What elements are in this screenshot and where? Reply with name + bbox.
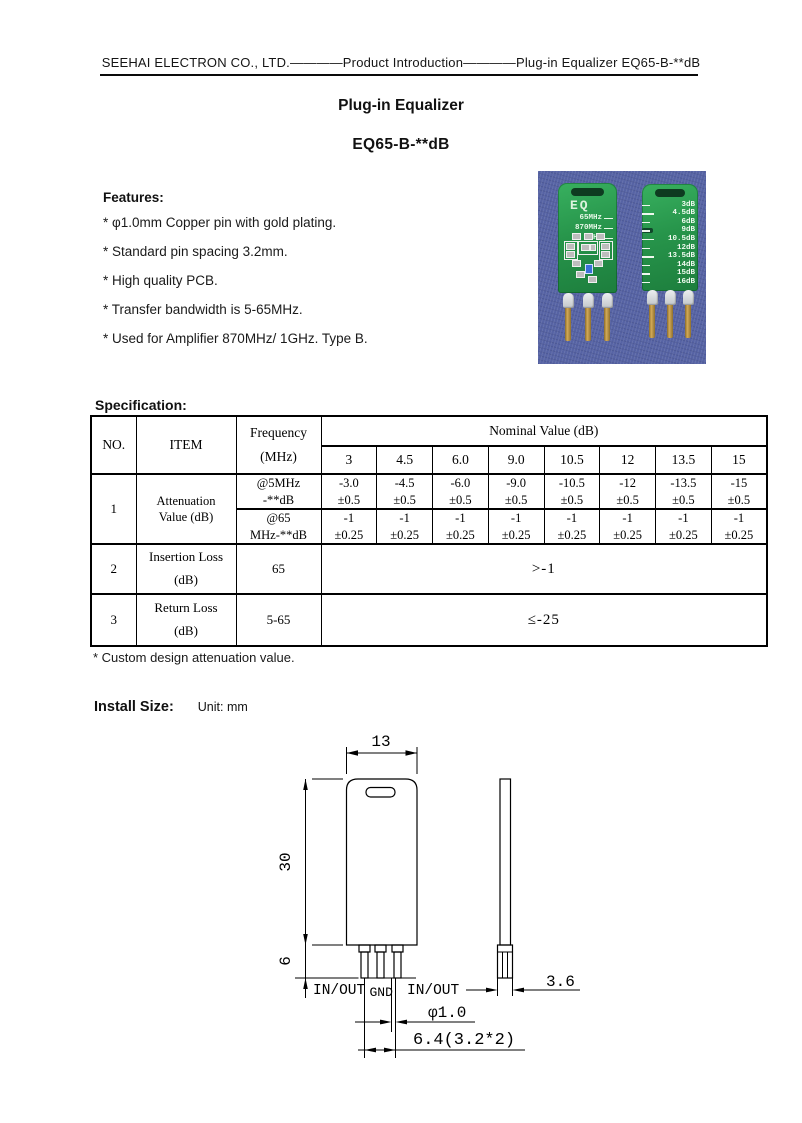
dim-pin-spacing-text: 6.4(3.2*2) xyxy=(413,1031,516,1050)
scale-label: 15dB xyxy=(676,269,695,278)
scale-label: 13.5dB xyxy=(667,252,695,261)
smd-pad xyxy=(601,251,610,258)
freq-line: -**dB xyxy=(262,492,295,507)
value-cell xyxy=(433,509,489,544)
tolerance: ±0.25 xyxy=(613,527,642,542)
pcb-freq-line xyxy=(558,223,617,233)
scale-tick xyxy=(642,256,654,258)
nominal-value: -1 xyxy=(566,511,578,526)
dim-thickness xyxy=(466,973,580,992)
smd-pad xyxy=(590,244,596,251)
module-body-outline xyxy=(347,779,418,945)
nominal-subheader: 6.0 xyxy=(433,446,489,474)
nominal-subheader: 4.5 xyxy=(377,446,433,474)
row-item xyxy=(136,544,236,594)
scale-tick xyxy=(642,230,650,232)
dim-pin-diameter xyxy=(355,1004,475,1024)
feature-item: * φ1.0mm Copper pin with gold plating. xyxy=(103,215,337,230)
value-cell xyxy=(377,509,433,544)
tolerance: ±0.25 xyxy=(501,527,531,542)
tolerance: ±0.5 xyxy=(504,492,528,507)
page-subtitle: EQ65-B-**dB xyxy=(352,136,450,153)
freq-header-line1: Frequency xyxy=(250,425,307,441)
module-slot xyxy=(366,788,395,798)
feature-item: * Standard pin spacing 3.2mm. xyxy=(103,244,288,259)
features-section xyxy=(103,190,523,360)
dim-pin-length xyxy=(277,945,308,998)
pin-labels xyxy=(313,983,460,1000)
nominal-value: -1 xyxy=(678,511,689,526)
scale-tick xyxy=(642,239,654,241)
pin-shaft xyxy=(685,305,691,338)
extension-lines xyxy=(498,978,513,996)
value-cell xyxy=(600,474,656,509)
specification-table xyxy=(90,415,768,647)
side-view xyxy=(498,779,513,996)
arrow-left-icon xyxy=(365,1048,377,1053)
install-unit-label: Unit: mm xyxy=(197,700,248,714)
value-cell xyxy=(656,474,712,509)
pin-shaft xyxy=(361,952,368,978)
page-title: Plug-in Equalizer xyxy=(338,97,464,114)
gold-pin xyxy=(601,293,613,341)
item-line: (dB) xyxy=(174,572,198,587)
product-photo xyxy=(538,171,706,364)
pcb-front-board xyxy=(558,183,617,293)
nominal-subheader: 3 xyxy=(321,446,377,474)
tolerance: ±0.25 xyxy=(390,527,419,542)
specification-note: * Custom design attenuation value. xyxy=(93,650,295,665)
scale-tick xyxy=(642,248,650,250)
scale-tick xyxy=(642,273,650,275)
row-item xyxy=(136,594,236,646)
scale-tick xyxy=(642,205,650,207)
pcb-circuit-area xyxy=(564,233,611,287)
arrow-right-icon xyxy=(486,988,498,993)
feature-item: * Used for Amplifier 870MHz/ 1GHz. Type B. xyxy=(103,331,368,346)
scale-tick xyxy=(642,222,650,224)
attenuation-scale xyxy=(642,201,698,287)
scale-row xyxy=(642,278,698,287)
arrow-right-icon xyxy=(384,1048,396,1053)
blue-component xyxy=(585,264,593,274)
nominal-subheader: 13.5 xyxy=(656,446,712,474)
value-cell xyxy=(544,509,600,544)
tolerance: ±0.5 xyxy=(337,492,361,507)
header-doc-type: Product Introduction xyxy=(342,55,464,70)
arrow-up-icon xyxy=(303,978,308,989)
nominal-value: -15 xyxy=(730,476,748,491)
pin-collar xyxy=(375,945,386,952)
gold-pin xyxy=(682,290,694,338)
row-no: 1 xyxy=(91,474,136,544)
smd-pad xyxy=(581,244,590,251)
tolerance: ±0.5 xyxy=(449,492,472,507)
arrow-up-icon xyxy=(303,779,308,790)
pcb-freq-label: 65MHz xyxy=(579,214,602,222)
dim-width xyxy=(347,733,418,774)
item-line: Insertion Loss xyxy=(148,549,224,565)
tolerance: ±0.5 xyxy=(727,492,751,507)
pin-shaft xyxy=(649,305,655,338)
freq-line: @65 xyxy=(266,511,291,526)
value-cell xyxy=(433,474,489,509)
freq-line: @5MHz xyxy=(256,476,301,491)
pin-collar xyxy=(392,945,403,952)
pcb-mounting-slot xyxy=(655,189,686,197)
pcb-freq-line xyxy=(558,213,617,223)
nominal-value: -1 xyxy=(733,511,745,526)
value-cell xyxy=(711,474,767,509)
nominal-value: -1 xyxy=(455,511,466,526)
row-no: 2 xyxy=(91,544,136,594)
side-body-outline xyxy=(500,779,511,945)
tolerance: ±0.25 xyxy=(334,527,364,542)
dim-height-text: 30 xyxy=(277,852,295,872)
value-cell xyxy=(488,474,544,509)
silkscreen-line xyxy=(604,228,613,229)
nominal-subheader: 9.0 xyxy=(488,446,544,474)
value-cell: >-1 xyxy=(321,544,767,594)
freq-line: MHz-**dB xyxy=(250,527,307,542)
value-cell xyxy=(656,509,712,544)
gold-pin xyxy=(646,290,658,338)
scale-row xyxy=(642,235,698,244)
scale-label: 14dB xyxy=(676,260,695,269)
value-cell xyxy=(321,509,377,544)
scale-label: 4.5dB xyxy=(672,209,695,218)
smd-pad xyxy=(572,233,581,240)
install-size-label: Install Size: xyxy=(94,699,174,715)
smd-pad xyxy=(594,260,603,267)
nominal-value: -1 xyxy=(510,511,522,526)
item-line: Value (dB) xyxy=(158,510,214,524)
col-header-nominal: Nominal Value (dB) xyxy=(321,416,767,446)
specification-heading: Specification: xyxy=(95,397,187,413)
page-header xyxy=(0,55,802,70)
smd-pad xyxy=(584,233,593,240)
tolerance: ±0.25 xyxy=(724,527,754,542)
dim-pin-diameter-text: φ1.0 xyxy=(428,1004,467,1022)
smd-pad xyxy=(601,243,610,250)
feature-item: * High quality PCB. xyxy=(103,273,218,288)
scale-row xyxy=(642,253,698,262)
nominal-value: -4.5 xyxy=(394,476,415,491)
item-line: Return Loss xyxy=(154,600,218,616)
freq-cell: 65 xyxy=(236,544,321,594)
item-line: Attenuation xyxy=(156,493,216,508)
solder-joint xyxy=(602,293,613,308)
install-size-heading xyxy=(94,699,248,715)
row-no: 3 xyxy=(91,594,136,646)
scale-label: 9dB xyxy=(681,226,695,235)
dim-height xyxy=(277,779,343,945)
tolerance: ±0.5 xyxy=(393,492,416,507)
solder-joint xyxy=(563,293,574,308)
pcb-logo-text: EQ xyxy=(570,198,590,213)
pin-label-inout-left: IN/OUT xyxy=(313,983,366,999)
scale-label: 16dB xyxy=(676,277,695,286)
arrow-right-icon xyxy=(406,750,418,756)
dim-thickness-text: 3.6 xyxy=(546,973,575,991)
tolerance: ±0.5 xyxy=(560,492,584,507)
freq-header-line2: (MHz) xyxy=(260,449,297,464)
col-header-frequency xyxy=(236,416,321,474)
smd-pad xyxy=(566,251,575,258)
nominal-value: -9.0 xyxy=(506,476,527,491)
pin-shaft xyxy=(394,952,401,978)
smd-pad xyxy=(596,233,605,240)
value-cell xyxy=(488,509,544,544)
gold-pin xyxy=(562,293,574,341)
front-view xyxy=(347,779,418,978)
pin-shaft xyxy=(667,305,673,338)
install-size-diagram xyxy=(270,730,590,1065)
dim-lines xyxy=(306,779,344,945)
dim-width-text: 13 xyxy=(371,733,391,751)
solder-joint xyxy=(583,293,594,308)
nominal-value: -1 xyxy=(399,511,410,526)
gold-pin xyxy=(582,293,594,341)
value-cell xyxy=(321,474,377,509)
header-product: Plug-in Equalizer EQ65-B-**dB xyxy=(515,55,701,70)
scale-tick xyxy=(642,282,650,284)
scale-row xyxy=(642,210,698,219)
features-heading: Features: xyxy=(103,190,164,205)
pcb-mounting-slot xyxy=(571,188,603,196)
scale-label: 12dB xyxy=(676,243,695,252)
pin-shaft xyxy=(565,308,571,341)
nominal-value: -10.5 xyxy=(558,476,585,491)
col-header-item: ITEM xyxy=(136,416,236,474)
value-cell xyxy=(600,509,656,544)
pcb-freq-label: 870MHz xyxy=(574,224,602,232)
scale-tick xyxy=(642,213,654,215)
pin-label-gnd: GND xyxy=(369,985,393,1000)
dim-pin-length-text: 6 xyxy=(277,956,295,966)
nominal-value: -12 xyxy=(619,476,636,491)
nominal-subheader: 10.5 xyxy=(544,446,600,474)
item-line: (dB) xyxy=(174,623,198,638)
freq-cell: 5-65 xyxy=(236,594,321,646)
pin-shaft xyxy=(585,308,591,341)
header-dash: ———— xyxy=(463,55,516,70)
side-base-outline xyxy=(498,945,513,978)
smd-pad xyxy=(566,243,575,250)
nominal-subheader: 12 xyxy=(600,446,656,474)
solder-joint xyxy=(647,290,658,305)
freq-cell xyxy=(236,474,321,509)
smd-pad xyxy=(576,271,585,278)
pcb-back-board xyxy=(642,184,698,291)
solder-joint xyxy=(683,290,694,305)
freq-cell xyxy=(236,509,321,544)
scale-label: 10.5dB xyxy=(667,234,695,243)
arrow-right-icon xyxy=(380,1020,392,1025)
smd-pad xyxy=(572,260,581,267)
pin-collar xyxy=(359,945,370,952)
nominal-value: -3.0 xyxy=(338,476,359,491)
nominal-value: -13.5 xyxy=(670,476,697,491)
value-cell xyxy=(711,509,767,544)
col-header-no: NO. xyxy=(91,416,136,474)
arrow-left-icon xyxy=(347,750,359,756)
dim-pin-spacing xyxy=(358,1031,525,1052)
tolerance: ±0.25 xyxy=(446,527,475,542)
silkscreen-line xyxy=(604,218,613,219)
side-pin-lines xyxy=(498,952,513,978)
tolerance: ±0.5 xyxy=(672,492,695,507)
tolerance: ±0.5 xyxy=(616,492,639,507)
header-company: SEEHAI ELECTRON CO., LTD. xyxy=(101,55,290,70)
value-cell xyxy=(544,474,600,509)
header-divider xyxy=(100,74,698,76)
scale-label: 6dB xyxy=(681,217,695,226)
header-dash: ———— xyxy=(289,55,343,70)
arrow-left-icon xyxy=(513,988,525,993)
tolerance: ±0.25 xyxy=(557,527,587,542)
scale-tick xyxy=(642,265,650,267)
nominal-value: -6.0 xyxy=(450,476,471,491)
arrow-left-icon xyxy=(396,1020,408,1025)
value-cell: ≤-25 xyxy=(321,594,767,646)
gold-pin xyxy=(664,290,676,338)
pin-shaft xyxy=(604,308,610,341)
nominal-value: -1 xyxy=(622,511,633,526)
tolerance: ±0.25 xyxy=(669,527,698,542)
pin-shaft xyxy=(377,952,384,978)
value-cell xyxy=(377,474,433,509)
front-pins xyxy=(359,945,403,978)
nominal-subheader: 15 xyxy=(711,446,767,474)
solder-joint xyxy=(665,290,676,305)
feature-item: * Transfer bandwidth is 5-65MHz. xyxy=(103,302,303,317)
nominal-value: -1 xyxy=(343,511,355,526)
pin-label-inout-right: IN/OUT xyxy=(407,983,460,999)
scale-label: 3dB xyxy=(681,200,695,209)
arrow-down-icon xyxy=(303,934,308,945)
row-item xyxy=(136,474,236,544)
smd-pad xyxy=(588,276,597,283)
